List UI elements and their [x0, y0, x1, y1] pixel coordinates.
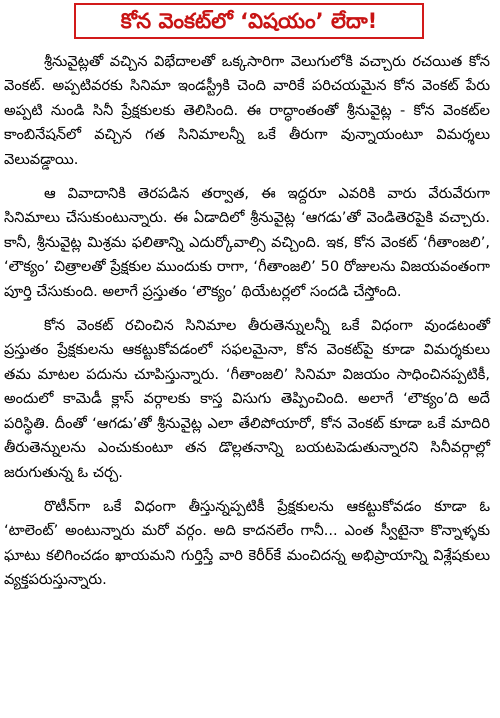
article-paragraph-4: రొటీన్‌గా ఒకే విధంగా తీస్తున్నప్పటికీ ప్రేక్షకులను ఆకట్టుకోవడం కూడా ఓ ‘టాలెంట్’ అంటున్నారు మరో వర్గం. అది కాదనలేం గానీ... ఎంత స్వీటైనా కొన్నాళ్ళకు ఘాటు కలిగించడం ఖాయమని గుర్తిస్తే వారి కెరీర్‌కే మంచిదన్న అభిప్రాయాన్ని విశ్లేషకులు వ్యక్తపరుస్తున్నారు. [4, 497, 490, 589]
headline: కోన వెంకట్‌లో ‘విషయం’ లేదా! [120, 8, 378, 33]
article-paragraph-3: కోన వెంకట్ రచించిన సినిమాల తీరుతెన్నులన్నీ ఒకే విధంగా వుండటంతో ప్రస్తుతం ప్రేక్షకులను ఆకట్టుకోవడంలో సఫలమైనా, కోన వెంకట్‌పై కూడా విమర్శకులు తమ మాటల పదును చూపిస్తున్నారు. ‘గీతాంజలి’ సినిమా విజయం సాధించినప్పటికీ, అందులో కామెడీ క్లాస్ వర్గాలకు కాస్త విసుగు తెప్పించింది. అలాగే ‘లౌక్యం’ది అదే పరిస్థితి. దీంతో ‘ఆగడు’తో శ్రీనువైట్ల ఎలా తేలిపోయారో, కోన వెంకట్ కూడా ఒకే మాదిరి తీరుతెన్నులను ఎంచుకుంటూ తన డొల్లతనాన్ని బయటపెడుతున్నారని సినీవర్గాల్లో జరుగుతున్న ఓ చర్చ. [4, 317, 490, 481]
headline-box [74, 3, 424, 39]
article-body [4, 50, 490, 603]
article-paragraph-2: ఆ వివాదానికి తెరపడిన తర్వాత, ఈ ఇద్దరూ ఎవరికి వారు వేరువేరుగా సినిమాలు చేసుకుంటున్నారు. ఈ ఏడాదిలో శ్రీనువైట్ల ‘ఆగడు’తో వెండితెరపైకి వచ్చారు. కానీ, శ్రీనువైట్ల మిశ్రమ ఫలితాన్ని ఎదుర్కోవాల్సి వచ్చింది. ఇక, కోన వెంకట్ ‘గీతాంజలి’, ‘లౌక్యం’ చిత్రాలతో ప్రేక్షకుల ముందుకు రాగా, ‘గీతాంజలి’ 50 రోజులను విజయవంతంగా పూర్తి చేసుకుంది. అలాగే ప్రస్తుతం ‘లౌక్యం’ థియేటర్లలో సందడి చేస్తోంది. [4, 185, 490, 300]
article-paragraph-1: శ్రీనువైట్లతో వచ్చిన విభేదాలతో ఒక్కసారిగా వెలుగులోకి వచ్చారు రచయిత కోన వెంకట్. అప్పటివరకు సినిమా ఇండస్ట్రీకి చెంది వారికే పరిచయమైన కోన వెంకట్ పేరు అప్పటి నుండి సినీ ప్రేక్షకులకు తెలిసింది. ఈ రాద్ధాంతంతో శ్రీనువైట్ల - కోన వెంకట్‌ల కాంబినేషన్‌లో వచ్చిన గత సినిమాలన్నీ ఒకే తీరుగా వున్నాయంటూ విమర్శలు వెలువడ్డాయి. [4, 53, 490, 168]
